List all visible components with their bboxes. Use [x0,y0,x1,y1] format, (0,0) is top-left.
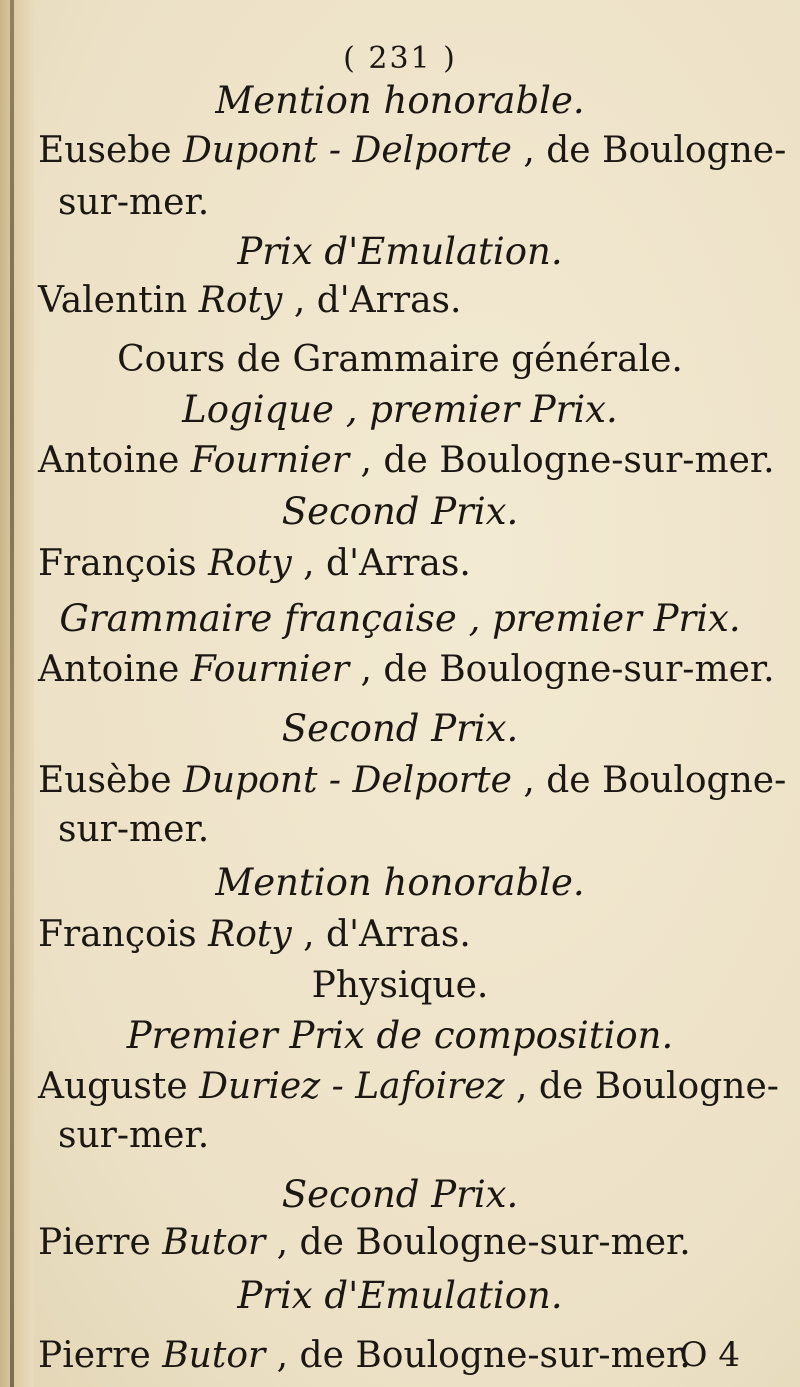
student-surname: Dupont - Delporte [183,130,512,171]
section-heading: Second Prix. [281,707,519,750]
section-heading: Prix d'Emulation. [237,1274,563,1317]
origin-continuation: sur-mer. [58,182,210,223]
award-entry [38,914,471,955]
student-surname: Fournier [190,440,350,481]
section-heading: Second Prix. [281,1173,519,1216]
section-heading: Mention honorable. [215,79,585,122]
award-entry [38,760,787,801]
award-entry [38,649,775,690]
student-surname: Roty [208,914,292,955]
student-origin: , de Boulogne-sur-mer. [276,1335,691,1376]
section-heading: Mention honorable. [215,861,585,904]
section-heading: Logique , premier Prix. [182,388,618,431]
student-first-name: Antoine [38,440,180,481]
page-number: ( 231 ) [343,41,457,76]
student-first-name: Antoine [38,649,180,690]
award-entry [38,280,462,321]
student-first-name: Eusebe [38,130,172,171]
award-entry [38,130,787,171]
student-surname: Fournier [190,649,350,690]
student-first-name: François [38,543,197,584]
entry-continuation [58,182,210,223]
student-surname: Butor [162,1335,266,1376]
origin-continuation: sur-mer. [58,1115,210,1156]
award-entry [38,1222,691,1263]
student-surname: Duriez - Lafoirez [199,1066,505,1107]
award-entry [38,543,471,584]
entry-continuation [58,809,210,850]
award-entry [38,1335,691,1376]
student-origin: , d'Arras. [303,914,471,955]
student-first-name: Pierre [38,1222,151,1263]
student-surname: Butor [162,1222,266,1263]
student-surname: Roty [198,280,283,321]
student-first-name: Auguste [38,1066,188,1107]
award-entry [38,1066,779,1107]
entry-continuation [58,1115,210,1156]
student-first-name: François [38,914,197,955]
student-origin: , d'Arras. [293,280,462,321]
section-heading: Prix d'Emulation. [237,230,563,273]
student-origin: , de Boulogne- [523,760,787,801]
origin-continuation: sur-mer. [58,809,210,850]
signature-mark: O 4 [679,1335,740,1375]
award-entry [38,440,775,481]
course-title: Cours de Grammaire générale. [117,339,683,380]
student-origin: , de Boulogne- [523,130,787,171]
student-origin: , d'Arras. [303,543,471,584]
section-heading: Premier Prix de composition. [126,1014,674,1057]
student-first-name: Valentin [38,280,188,321]
student-origin: , de Boulogne-sur-mer. [360,649,775,690]
course-title: Physique. [311,965,489,1006]
student-first-name: Eusèbe [38,760,172,801]
student-first-name: Pierre [38,1335,151,1376]
student-origin: , de Boulogne-sur-mer. [276,1222,691,1263]
student-surname: Roty [208,543,292,584]
student-origin: , de Boulogne-sur-mer. [360,440,775,481]
section-heading: Grammaire française , premier Prix. [59,597,741,640]
section-heading: Second Prix. [281,490,519,533]
student-surname: Dupont - Delporte [183,760,512,801]
student-origin: , de Boulogne- [516,1066,779,1107]
